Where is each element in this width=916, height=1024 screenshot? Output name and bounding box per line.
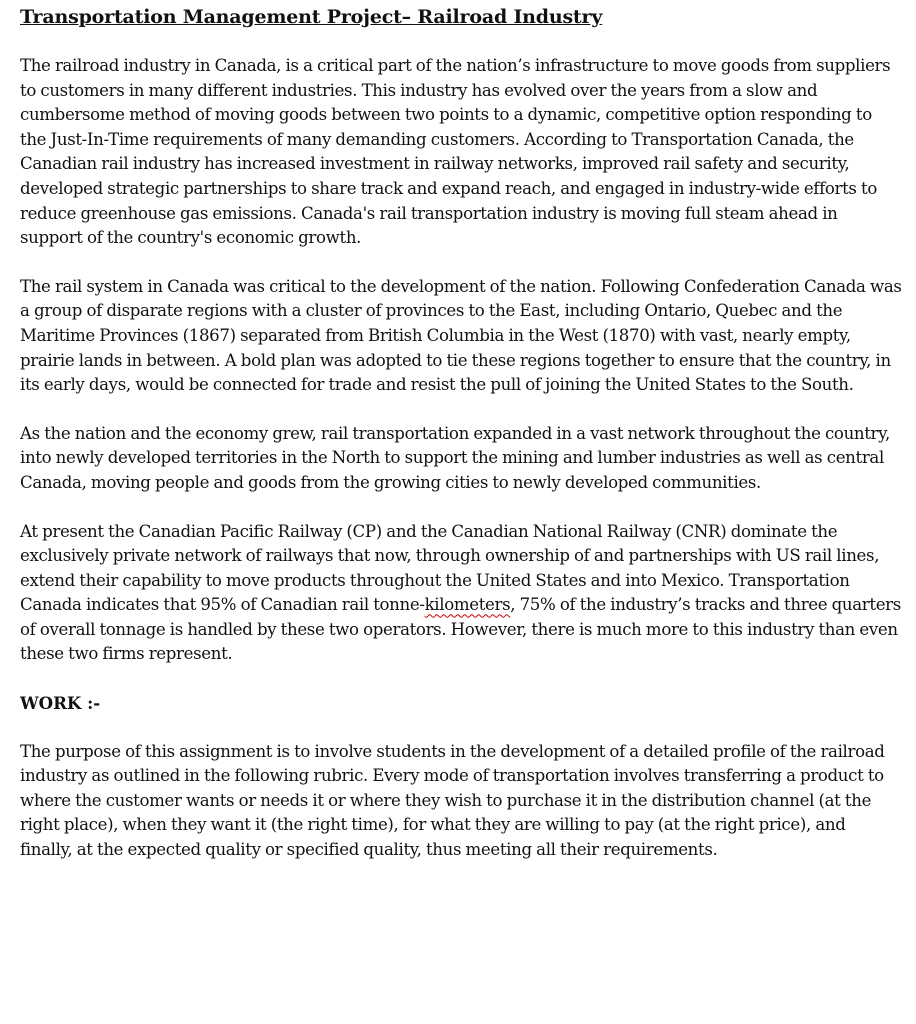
- paragraph-expansion: As the nation and the economy grew, rail transportation expanded in a vast network throughout the country, into newly developed territories in the North to support the mining and lumber industries as well as central Canada, moving people and goods from the growing cities to newly developed communities.: [20, 423, 890, 492]
- paragraph-present-text-a: At present the Canadian Pacific Railway (CP) and the Canadian National Railway (CNR) dominate the exclusively private network of railways that now, through ownership of and partnerships with US rail lines, extend their capability to move products throughout the United States and into Mexico. Transportation Canada indicates that 95% of Canadian rail tonne-: [20, 521, 880, 615]
- document-page: [20, 6, 902, 887]
- work-heading: WORK :-: [20, 693, 101, 714]
- paragraph-history: The rail system in Canada was critical to the development of the nation. Following Confederation Canada was a group of disparate regions with a cluster of provinces to the East, including Ontario, Quebec and the Maritime Provinces (1867) separated from British Columbia in the West (1870) with vast, nearly empty, prairie lands in between. A bold plan was adopted to tie these regions together to ensure that the country, in its early days, would be connected for trade and resist the pull of joining the United States to the South.: [20, 276, 902, 395]
- spellcheck-flagged-word: kilometers: [424, 595, 511, 615]
- document-title: Transportation Management Project– Railroad Industry: [20, 6, 603, 28]
- paragraph-present-text-b: , 75% of the industry’s tracks and three quarters of overall tonnage is handled by these two operators. However, there is much more to this industry than even these two firms represent.: [20, 595, 901, 664]
- paragraph-work: The purpose of this assignment is to involve students in the development of a detailed profile of the railroad industry as outlined in the following rubric. Every mode of transportation involves transferring a product to where the customer wants or needs it or where they wish to purchase it in the distribution channel (at the right place), when they want it (the right time), for what they are willing to pay (at the right price), and finally, at the expected quality or specified quality, thus meeting all their requirements.: [20, 741, 885, 860]
- paragraph-present: [20, 520, 902, 668]
- paragraph-intro: The railroad industry in Canada, is a critical part of the nation’s infrastructure to move goods from suppliers to customers in many different industries. This industry has evolved over the years from a slow and cumbersome method of moving goods between two points to a dynamic, competitive option responding to the Just-In-Time requirements of many demanding customers. According to Transportation Canada, the Canadian rail industry has increased investment in railway networks, improved rail safety and security, developed strategic partnerships to share track and expand reach, and engaged in industry-wide efforts to reduce greenhouse gas emissions. Canada's rail transportation industry is moving full steam ahead in support of the country's economic growth.: [20, 56, 891, 248]
